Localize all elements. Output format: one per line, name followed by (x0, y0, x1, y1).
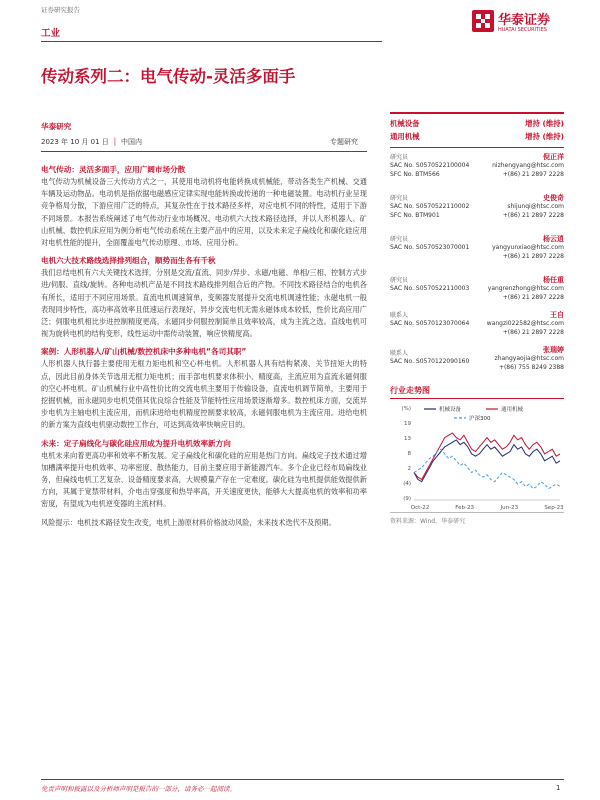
analyst-card (390, 344, 564, 378)
report-category: 专题研究 (330, 138, 358, 146)
institute-name: 华泰研究 (41, 122, 72, 131)
industry-trend-chart (390, 402, 564, 512)
analyst-phone: +(86) 21 2897 2228 (502, 294, 564, 301)
ratings-top-rule (390, 112, 564, 114)
analyst-email: nizhengyang@htsc.com (492, 162, 564, 169)
section-title: 电气传动：灵活多面手，应用广阔市场分散 (41, 165, 186, 174)
legend-label: 机械设备 (439, 407, 462, 413)
report-date: 2023 年 10 月 01 日 (41, 138, 109, 146)
x-tick-label: Jun-23 (500, 505, 519, 511)
analyst-name: 杨云逍 (543, 235, 564, 243)
x-tick-label: Oct-22 (410, 505, 430, 511)
analyst-sac: SAC No. S0570523070001 (390, 244, 470, 251)
logo-mark-icon (472, 10, 494, 32)
logo-text-cn: 华泰证券 (498, 13, 551, 28)
trend-heading-rule (390, 398, 564, 399)
y-tick-label: (9) (403, 496, 411, 502)
rating-status: (维持) (542, 119, 564, 128)
analyst-phone: +(86) 21 2897 2228 (502, 329, 564, 336)
analyst-role: 研究员 (390, 154, 409, 161)
section-title: 案例：人形机器人/矿山机械/数控机床中多种电机“各司其职” (41, 347, 247, 357)
analyst-sfc: SFC No. BTM566 (390, 171, 440, 178)
analyst-sac: SAC No. S0570522110002 (390, 203, 470, 210)
report-type: 证券研究报告 (41, 6, 80, 14)
meta-separator: │ (112, 138, 117, 146)
analyst-phone: +(86) 21 2897 2228 (502, 212, 564, 219)
analyst-email: wangzi022582@htsc.com (486, 320, 564, 327)
analyst-email: shijunqi@htsc.com (507, 203, 564, 210)
y-tick-label: (%) (401, 406, 411, 412)
analyst-email: yangrenzhong@htsc.com (487, 285, 564, 292)
analyst-sac: SAC No. S0570123070064 (390, 320, 470, 327)
analyst-card (390, 268, 564, 309)
footer-disclaimer: 免责声明和披露以及分析师声明是报告的一部分，请务必一起阅读。 (41, 785, 236, 793)
analyst-name: 史俊奇 (543, 194, 564, 202)
section-technology (41, 255, 367, 340)
section-body: 我们总结电机有六大关键技术选择，分别是交流/直流、同步/异步、永磁/电磁、单相/三相、控制方式步进/伺服、直线/旋转。各种电动机产品是不同技术路线排列组合后的产物。不同技术路径结合的电机各有所长，适用于不同应用场景。直流电机调速简单，变频器发展提升交流电机调速性能；永磁电机一般表现同步特性，高功率高效率且低速运行表现好，异步交流电机无需永磁体成本较低，性价比高应用广泛；伺服电机相比步进控制精度更高，永磁同步伺服控制简单且效率较高，成为主流之选。直线电机可视为旋转电机的结构变形，线性运动中需传动装置，响应快精度高。 (41, 268, 367, 339)
report-region: 中国内 (120, 138, 142, 146)
analyst-card (390, 309, 564, 344)
analyst-card (390, 152, 564, 186)
analyst-phone: +(86) 21 2897 2228 (502, 253, 564, 260)
ratings-box (390, 112, 564, 148)
section-title: 电机六大技术路线选择排列组合，顺势而生各有千秋 (41, 256, 216, 266)
y-tick-label: 13 (404, 436, 411, 442)
trend-bottom-rule (390, 512, 564, 513)
meta-divider (41, 151, 367, 152)
analyst-card (390, 186, 564, 227)
analyst-sfc: SFC No. BTM901 (390, 212, 440, 219)
rating-row (390, 117, 564, 130)
logo-text-en: HUATAI SECURITIES (498, 27, 547, 33)
section-risk (41, 517, 367, 529)
analyst-role: 研究员 (390, 236, 409, 243)
y-tick-label: 2 (407, 466, 411, 472)
legend-label: 沪深300 (469, 416, 491, 422)
analyst-name: 王自 (550, 311, 564, 319)
analyst-sac: SAC No. S0570122090160 (390, 358, 470, 365)
analyst-sac: SAC No. S0570522110003 (390, 285, 470, 292)
analyst-phone: +(86) 21 2897 2228 (502, 171, 564, 178)
analyst-role: 联系人 (390, 350, 409, 357)
y-tick-label: 19 (404, 421, 411, 427)
analyst-list (390, 152, 564, 378)
rating-status: (维持) (542, 132, 564, 141)
analyst-name: 杨任重 (543, 276, 564, 284)
rating-sector: 机械设备 (390, 119, 420, 128)
y-tick-label: (4) (403, 481, 411, 487)
industry-label: 工业 (41, 28, 61, 39)
analyst-sac: SAC No. S0570522100004 (390, 162, 470, 169)
section-body: 人形机器人执行器主要使用无框力矩电机和空心杯电机。人形机器人具有结构紧凑、关节扭矩大的特点，因此目前身体关节选用无框力矩电机；而手部电机要求体积小、精度高，主流应用为直流永磁伺服的空心杯电机。矿山机械行业中高性价比的交流电机主要用于传输设备，直流电机调节简单，主要用于挖掘机械，而永磁同步电机凭借其优良综合性能及节能特性应用场景逐渐增多。数控机床方面，交流异步电机为主轴电机主流应用，而机床进给电机精度控制要求较高，永磁伺服电机为主流应用。进给电机的新方案为直线电机驱动数控工作台，可达到高效率快响应目的。 (41, 359, 367, 430)
rating-sector: 通用机械 (390, 132, 420, 141)
ratings-bottom-rule (390, 147, 564, 148)
header-divider (41, 41, 382, 42)
page-title: 传动系列二：电气传动-灵活多面手 (41, 67, 296, 86)
analyst-name: 张瑞婷 (543, 346, 564, 354)
report-date-line (41, 137, 142, 147)
section-title: 未来：定子扁线化与碳化硅应用成为提升电机效率新方向 (41, 438, 231, 448)
series-line (414, 449, 560, 489)
analyst-role: 联系人 (390, 312, 409, 319)
risk-warning: 风险提示：电机技术路径发生改变，电机上游原材料价格波动风险，未来技术迭代不及预期。 (41, 517, 336, 527)
section-body: 电机未来向着更高功率和效率不断发展。定子扁线化和碳化硅的应用是热门方向。扁线定子技术通过增加槽满率提升电机效率、功率密度、散热能力，目前主要应用于新能源汽车。多个企业已经布局扁线业务，但扁线电机工艺复杂、设备精度要求高，大规模量产存在一定难度。碳化硅为电机提供能效提供新方向，其属于宽禁带材料，介电击穿强度和热导率高，开关速度更快，能够大大提高电机的效率和功率密度，有望成为电机逆变器的主流材料。 (41, 450, 367, 509)
section-overview (41, 164, 367, 249)
legend-label: 通用机械 (501, 407, 524, 413)
rating-row (390, 130, 564, 143)
section-body: 电气传动为机械设备三大传动方式之一，其使用电动机将电能转换成机械能，带动各类生产机械、交通车辆及运动物品。电动机是指依据电磁感应定律实现电能转换或传递的一种电磁装置。电动机行业呈现竞争格局分散，下游应用广泛的特点，其复杂性在于技术路径多样，对应电机不同的特性，适用于下游不同场景。本报告系统阐述了电气传动行业市场概况、电动机六大技术路径选择，并以人形机器人、矿山机械、数控机床应用为例分析电气传动系统在主要产品中的应用，以及未来定子扁线化和碳化硅应用对电机性能的提升，全面覆盖电气传动原理、市场、应用分析。 (41, 177, 367, 248)
rating-value: 增持 (525, 119, 540, 128)
rating-value: 增持 (525, 132, 540, 141)
footer-divider (41, 779, 564, 780)
company-logo (472, 8, 560, 40)
section-cases (41, 346, 367, 431)
analyst-email: zhangyaojia@htsc.com (494, 355, 564, 362)
analyst-role: 研究员 (390, 277, 409, 284)
x-tick-label: Sep-23 (544, 505, 564, 511)
y-tick-label: 8 (407, 451, 411, 457)
section-future (41, 438, 367, 511)
main-content (41, 164, 367, 529)
x-tick-label: Feb-23 (455, 505, 475, 511)
analyst-role: 研究员 (390, 195, 409, 202)
page-number: 1 (556, 784, 561, 792)
analyst-phone: +(86) 755 8249 2388 (498, 364, 564, 371)
analyst-email: yangyunxiao@htsc.com (492, 244, 564, 251)
analyst-name: 倪正洋 (543, 153, 564, 161)
trend-heading: 行业走势图 (390, 386, 430, 395)
analyst-card (390, 227, 564, 268)
chart-source: 资料来源：Wind，华泰研究 (390, 518, 466, 525)
series-line (414, 433, 560, 479)
